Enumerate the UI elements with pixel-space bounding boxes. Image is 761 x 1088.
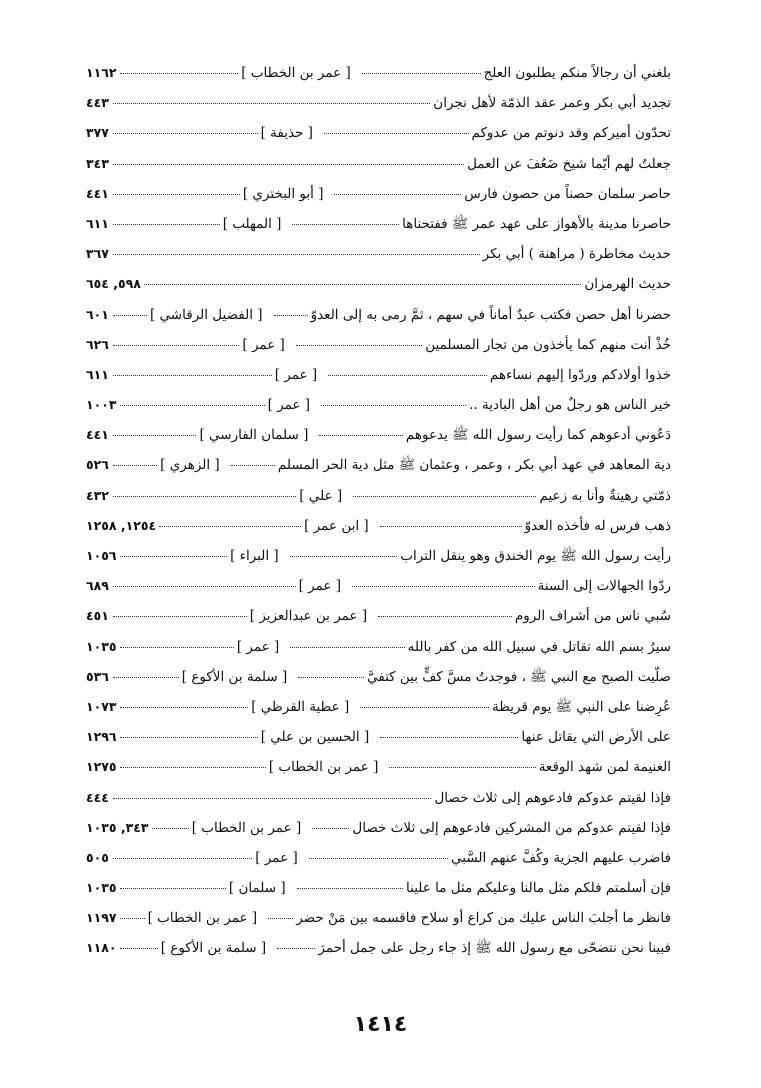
dot-leader	[120, 725, 258, 738]
entry-attribution: [ عمر ]	[255, 849, 298, 866]
dot-leader	[159, 514, 301, 527]
entry-attribution: [ حذيفة ]	[260, 125, 313, 142]
entry-attribution: [ علي ]	[299, 487, 343, 504]
dot-leader	[353, 483, 536, 496]
dot-leader	[120, 634, 234, 647]
entry-text: فاضرب عليهم الجزية وكُفَّ عنهم السَّبي	[451, 849, 671, 866]
entry-text: ذمّتي رهينةٌ وأنا به زعيم	[539, 487, 671, 504]
index-entry	[86, 813, 671, 843]
index-entry	[86, 722, 671, 752]
dot-leader	[362, 61, 481, 74]
entry-text: جعلتُ لهم أيّما شيخ ضَعُفَ عن العمل	[467, 155, 671, 172]
entry-attribution: [ المهلب ]	[222, 215, 282, 232]
entry-page-refs: ١١٩٧	[86, 910, 117, 926]
entry-text: عُرِضنا على النبي ﷺ يوم قريظة	[491, 698, 671, 715]
entry-page-refs: ١٠٣٥	[85, 880, 117, 896]
index-entry	[86, 873, 671, 903]
entry-text: سُبي ناس من أشراف الروم	[514, 608, 671, 625]
entry-page-refs: ١٠٣٥	[85, 638, 117, 654]
dot-leader	[113, 302, 147, 315]
index-entry	[86, 481, 671, 511]
index-entry	[86, 662, 671, 692]
dot-leader	[290, 544, 398, 557]
index-entry	[86, 843, 671, 873]
index-entry	[86, 88, 671, 118]
entry-page-refs: ٦٨٩	[86, 578, 109, 594]
entry-page-refs: ٤٥١	[86, 608, 109, 624]
dot-leader	[380, 725, 518, 738]
dot-leader	[144, 272, 581, 285]
dot-leader	[113, 423, 197, 436]
entry-page-refs: ١١٨٠	[85, 940, 117, 956]
index-entry	[86, 300, 671, 330]
dot-leader	[120, 936, 158, 949]
index-entry	[86, 933, 671, 963]
entry-page-refs: ٤٤٤	[86, 789, 109, 805]
entry-attribution: [ الحسين بن علي ]	[260, 729, 370, 746]
dot-leader	[120, 61, 239, 74]
entry-attribution: [ الزهري ]	[160, 457, 220, 474]
dot-leader	[152, 816, 189, 829]
entry-page-refs: ٤٤١	[86, 185, 109, 201]
entry-page-refs: ١٢٩٦	[86, 729, 117, 745]
entry-page-refs: ٦٠١	[85, 306, 109, 322]
dot-leader	[298, 665, 364, 678]
dot-leader	[309, 846, 448, 859]
dot-leader	[319, 423, 403, 436]
entry-page-refs: ٣٤٣, ١٠٣٥	[85, 819, 149, 835]
dot-leader	[120, 544, 228, 557]
entry-text: فإذا لقيتم عدوكم فادعوهم إلى ثلاث خصال	[434, 789, 671, 806]
dot-leader	[328, 363, 487, 376]
entry-text: بلغني أن رجالاً منكم يطلبون العلج	[483, 65, 671, 81]
index-entry	[86, 179, 671, 209]
entry-attribution: [ عمر ]	[242, 336, 285, 353]
dot-leader	[274, 302, 308, 315]
entry-attribution: [ أبو البختري ]	[242, 185, 324, 202]
entry-attribution: [ عمر بن الخطاب ]	[241, 65, 351, 81]
dot-leader	[380, 514, 522, 527]
entry-text: فبينا نحن نتضحّى مع رسول الله ﷺ إذ جاء رجل على جمل أحمرَ	[318, 940, 671, 957]
dot-leader	[389, 755, 535, 768]
index-entry	[86, 390, 671, 420]
dot-leader	[296, 333, 422, 346]
entry-text: سيرُ بسم الله تقاتل في سبيل الله من كفر بالله	[407, 638, 671, 655]
entry-text: خُذْ أنت منهم كما يأخذون من تجار المسلمين	[425, 336, 671, 353]
dot-leader	[113, 242, 480, 255]
index-entry	[86, 632, 671, 662]
entry-text: حضرنا أهل حصن فكتب عبدٌ أماناً في سهم ، ثمَّ رمى به إلى العدوّ	[310, 306, 671, 323]
entry-text: ردّوا الجهالات إلى السنة	[537, 578, 671, 595]
entry-text: صلّيت الصبح مع النبي ﷺ ، فوجدتُ مسَّ كفٍّ بين كتفيَّ	[367, 668, 671, 685]
entry-text: حاصر سلمان حصناً من حصون فارس	[464, 185, 671, 202]
dot-leader	[290, 634, 404, 647]
dot-leader	[113, 665, 179, 678]
entry-page-refs: ٥٢٦	[86, 457, 109, 473]
dot-leader	[231, 453, 275, 466]
entry-text: الغنيمة لمن شهد الوقعة	[538, 759, 671, 776]
entry-page-refs: ٣٧٧	[86, 125, 109, 141]
dot-leader	[334, 182, 461, 195]
dot-leader	[120, 906, 145, 919]
dot-leader	[113, 363, 272, 376]
entry-page-refs: ٦٢٦	[86, 336, 109, 352]
entry-attribution: [ عمر ]	[236, 638, 280, 655]
entry-text: دية المعاهد في عهد أبي بكر ، وعمر ، وعثمان ﷺ مثل دية الحر المسلم	[277, 457, 671, 474]
entry-attribution: [ الفضيل الرقاشي ]	[150, 306, 263, 323]
index-page	[86, 58, 671, 978]
dot-leader	[268, 906, 293, 919]
entry-text: على الأرض التي يقاتل عنها	[521, 729, 671, 746]
index-entry	[86, 783, 671, 813]
entry-text: دَعُوني أدعوهم كما رأيت رسول الله ﷺ يدعوهم	[405, 427, 671, 444]
dot-leader	[113, 453, 157, 466]
entry-page-refs: ١٠٧٣	[86, 698, 117, 714]
entry-page-refs: ٥٠٥	[86, 849, 109, 865]
dot-leader	[120, 876, 226, 889]
entry-text: تجديد أبي بكر وعمر عقد الذمّة لأهل نجران	[433, 95, 671, 112]
index-entry	[86, 571, 671, 601]
index-entry	[86, 541, 671, 571]
entry-text: فانظر ما أجلبَ الناس عليك من كراع أو سلاح فاقسمه بين مَنْ حضر	[296, 910, 671, 927]
dot-leader	[297, 876, 403, 889]
entry-attribution: [ عمر ]	[298, 578, 342, 595]
dot-leader	[378, 604, 512, 617]
entry-text: خذوا أولادكم وردّوا إليهم نساءهم	[489, 366, 671, 383]
entry-page-refs: ٣٤٣	[86, 155, 109, 171]
dot-leader	[113, 91, 430, 104]
dot-leader	[113, 333, 239, 346]
entry-text: تحدّون أميركم وقد دنوتم من عدوكم	[471, 125, 671, 142]
entry-attribution: [ عمر بن عبدالعزيز ]	[249, 608, 368, 625]
dot-leader	[312, 816, 349, 829]
entry-attribution: [ عمر بن الخطاب ]	[268, 759, 379, 776]
entry-attribution: [ عمر ]	[274, 366, 318, 383]
index-entry	[86, 360, 671, 390]
entry-text: حديث الهرمزان	[584, 276, 671, 293]
index-entry	[86, 752, 671, 782]
entry-attribution: [ عمر بن الخطاب ]	[191, 819, 302, 836]
dot-leader	[120, 695, 249, 708]
dot-leader	[352, 574, 535, 587]
entry-page-refs: ٥٣٦	[85, 668, 109, 684]
dot-leader	[292, 212, 399, 225]
index-entry	[86, 269, 671, 299]
entry-attribution: [ سلمة بن الأكوع ]	[181, 668, 288, 685]
dot-leader	[113, 785, 431, 798]
dot-leader	[321, 393, 466, 406]
index-entry	[86, 330, 671, 360]
dot-leader	[324, 121, 469, 134]
dot-leader	[113, 182, 240, 195]
entry-attribution: [ سلمة بن الأكوع ]	[160, 940, 267, 957]
page-number: ١٤١٤	[353, 1012, 408, 1037]
entry-page-refs: ١٠٥٦	[86, 548, 117, 563]
entry-page-refs: ١٠٠٣	[86, 397, 117, 413]
index-entry	[86, 58, 671, 88]
entry-page-refs: ٣٦٧	[86, 246, 109, 262]
entry-page-refs: ١١٦٢	[86, 65, 117, 80]
index-entry	[86, 209, 671, 239]
index-entry	[86, 511, 671, 541]
dot-leader	[277, 936, 315, 949]
entry-attribution: [ عمر بن الخطاب ]	[147, 910, 258, 927]
entry-page-refs: ٤٤٣	[86, 95, 109, 111]
index-entry	[86, 420, 671, 450]
dot-leader	[113, 574, 296, 587]
dot-leader	[113, 121, 258, 134]
entry-attribution: [ سلمان الفارسي ]	[199, 427, 309, 444]
entry-attribution: [ عطية القرظي ]	[251, 698, 350, 715]
dot-leader	[120, 755, 266, 768]
entry-text: خير الناس هو رجلٌ من أهل البادية ..	[469, 397, 671, 414]
entry-page-refs: ٦١١	[86, 215, 109, 231]
dot-leader	[113, 151, 464, 164]
dot-leader	[360, 695, 489, 708]
entry-page-refs: ٦١١	[86, 366, 109, 382]
index-entry	[86, 692, 671, 722]
dot-leader	[113, 604, 247, 617]
entry-text: ذهب فرس له فأخذه العدوّ	[524, 517, 671, 534]
entry-attribution: [ ابن عمر ]	[304, 517, 369, 534]
index-entry	[86, 601, 671, 631]
index-entry	[86, 149, 671, 179]
entry-attribution: [ البراء ]	[230, 548, 279, 564]
entry-text: حاصرنا مدينة بالأهواز على عهد عمر ﷺ ففتحناها	[402, 215, 671, 232]
dot-leader	[113, 846, 252, 859]
entry-attribution: [ سلمان ]	[228, 880, 286, 897]
entry-text: فإن أسلمتم فلكم مثل مالنا وعليكم مثل ما علينا	[406, 880, 671, 897]
entry-page-refs: ١٢٥٤, ١٢٥٨	[86, 517, 157, 533]
entry-text: فإذا لقيتم عدوكم من المشركين فادعوهم إلى ثلاث خصال	[352, 819, 671, 836]
entry-page-refs: ٥٩٨, ٦٥٤	[86, 276, 141, 292]
index-entry	[86, 239, 671, 269]
entry-attribution: [ عمر ]	[267, 397, 311, 414]
dot-leader	[113, 212, 220, 225]
entry-page-refs: ٤٣٢	[86, 487, 109, 503]
entry-page-refs: ٤٤١	[85, 427, 109, 443]
dot-leader	[113, 483, 296, 496]
dot-leader	[120, 393, 265, 406]
index-entry	[86, 903, 671, 933]
entry-text: حديث مخاطرة ( مراهنة ) أبي بكر	[482, 246, 671, 263]
entry-text: رأيت رسول الله ﷺ يوم الخندق وهو ينقل التراب	[400, 548, 671, 564]
index-entry	[86, 450, 671, 480]
index-entry	[86, 118, 671, 148]
entry-page-refs: ١٢٧٥	[86, 759, 117, 775]
